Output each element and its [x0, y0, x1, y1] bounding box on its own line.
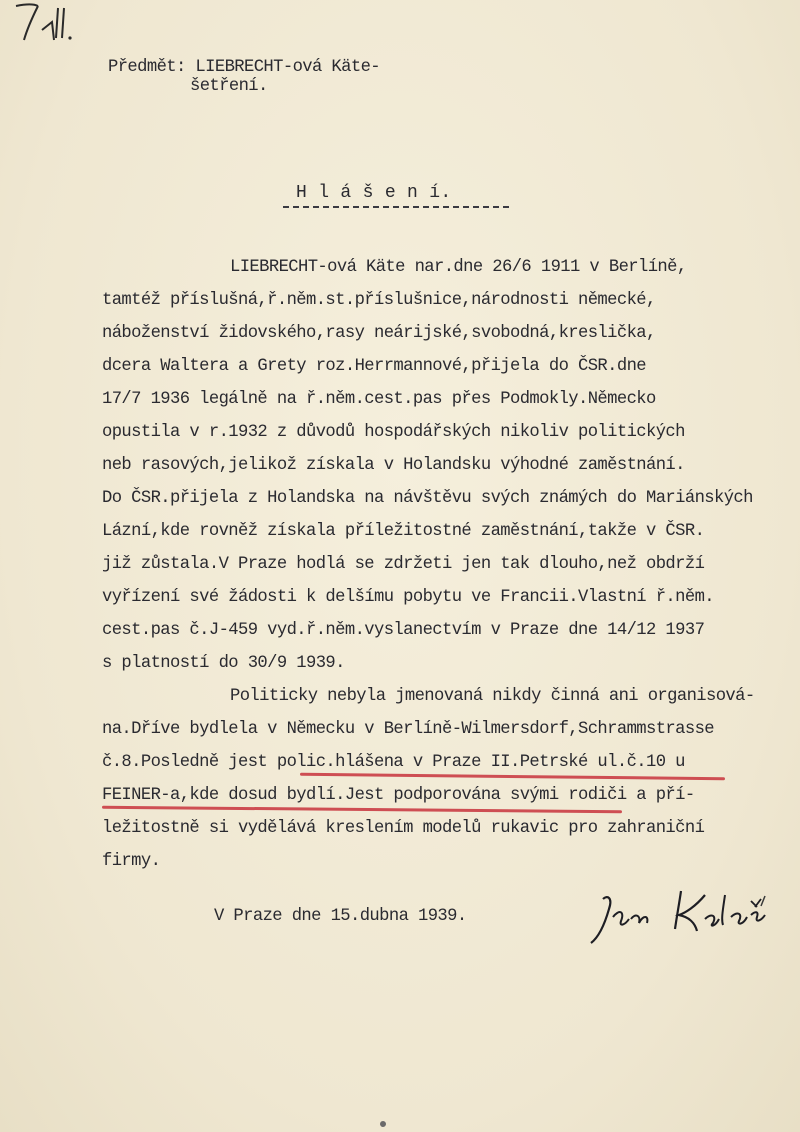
p1-line-8: Do ČSR.přijela z Holandska na návštěvu svých známých do Mariánských	[102, 489, 753, 508]
p2-line-5: ležitostně si vydělává kreslením modelů rukavic pro zahraniční	[102, 819, 705, 838]
p1-line-7: neb rasových,jelikož získala v Holandsku výhodné zaměstnání.	[102, 456, 685, 475]
p1-line-4: dcera Waltera a Grety roz.Herrmannové,přijela do ČSR.dne	[102, 357, 646, 376]
date-line: V Praze dne 15.dubna 1939.	[214, 907, 467, 926]
punch-dot	[380, 1121, 386, 1127]
red-underline-1	[300, 773, 725, 780]
p2-line-2: na.Dříve bydlela v Německu v Berlíně-Wilmersdorf,Schrammstrasse	[102, 720, 714, 739]
handwritten-corner-number	[12, 0, 82, 50]
p1-line-13: s platností do 30/9 1939.	[102, 654, 345, 673]
p1-line-12: cest.pas č.J-459 vyd.ř.něm.vyslanectvím v Praze dne 14/12 1937	[102, 621, 705, 640]
p1-line-2: tamtéž příslušná,ř.něm.st.příslušnice,národnosti německé,	[102, 291, 656, 310]
title-underline	[283, 206, 509, 208]
subject-line-1: Předmět: LIEBRECHT-ová Käte-	[108, 58, 380, 77]
handwritten-signature	[585, 885, 775, 955]
p2-line-3: č.8.Posledně jest polic.hlášena v Praze II.Petrské ul.č.10 u	[102, 753, 685, 772]
margin-tick-mark	[758, 895, 768, 907]
p1-line-6: opustila v r.1932 z důvodů hospodářských nikoliv politických	[102, 423, 685, 442]
p1-line-3: náboženství židovského,rasy neárijské,svobodná,kreslička,	[102, 324, 656, 343]
p2-line-1: Politicky nebyla jmenovaná nikdy činná ani organisová-	[230, 687, 755, 706]
p1-line-1: LIEBRECHT-ová Käte nar.dne 26/6 1911 v Berlíně,	[230, 258, 687, 277]
p2-line-4: FEINER-a,kde dosud bydlí.Jest podporována svými rodiči a pří-	[102, 786, 695, 805]
p1-line-11: vyřízení své žádosti k delšímu pobytu ve Francii.Vlastní ř.něm.	[102, 588, 714, 607]
p1-line-10: již zůstala.V Praze hodlá se zdržeti jen tak dlouho,než obdrží	[102, 555, 705, 574]
document-title: H l á š e n í.	[296, 183, 452, 203]
subject-line-2: šetření.	[190, 77, 268, 96]
red-underline-2	[102, 806, 622, 814]
p1-line-5: 17/7 1936 legálně na ř.něm.cest.pas přes Podmokly.Německo	[102, 390, 656, 409]
p2-line-6: firmy.	[102, 852, 161, 871]
p1-line-9: Lázní,kde rovněž získala příležitostné zaměstnání,takže v ČSR.	[102, 522, 705, 541]
